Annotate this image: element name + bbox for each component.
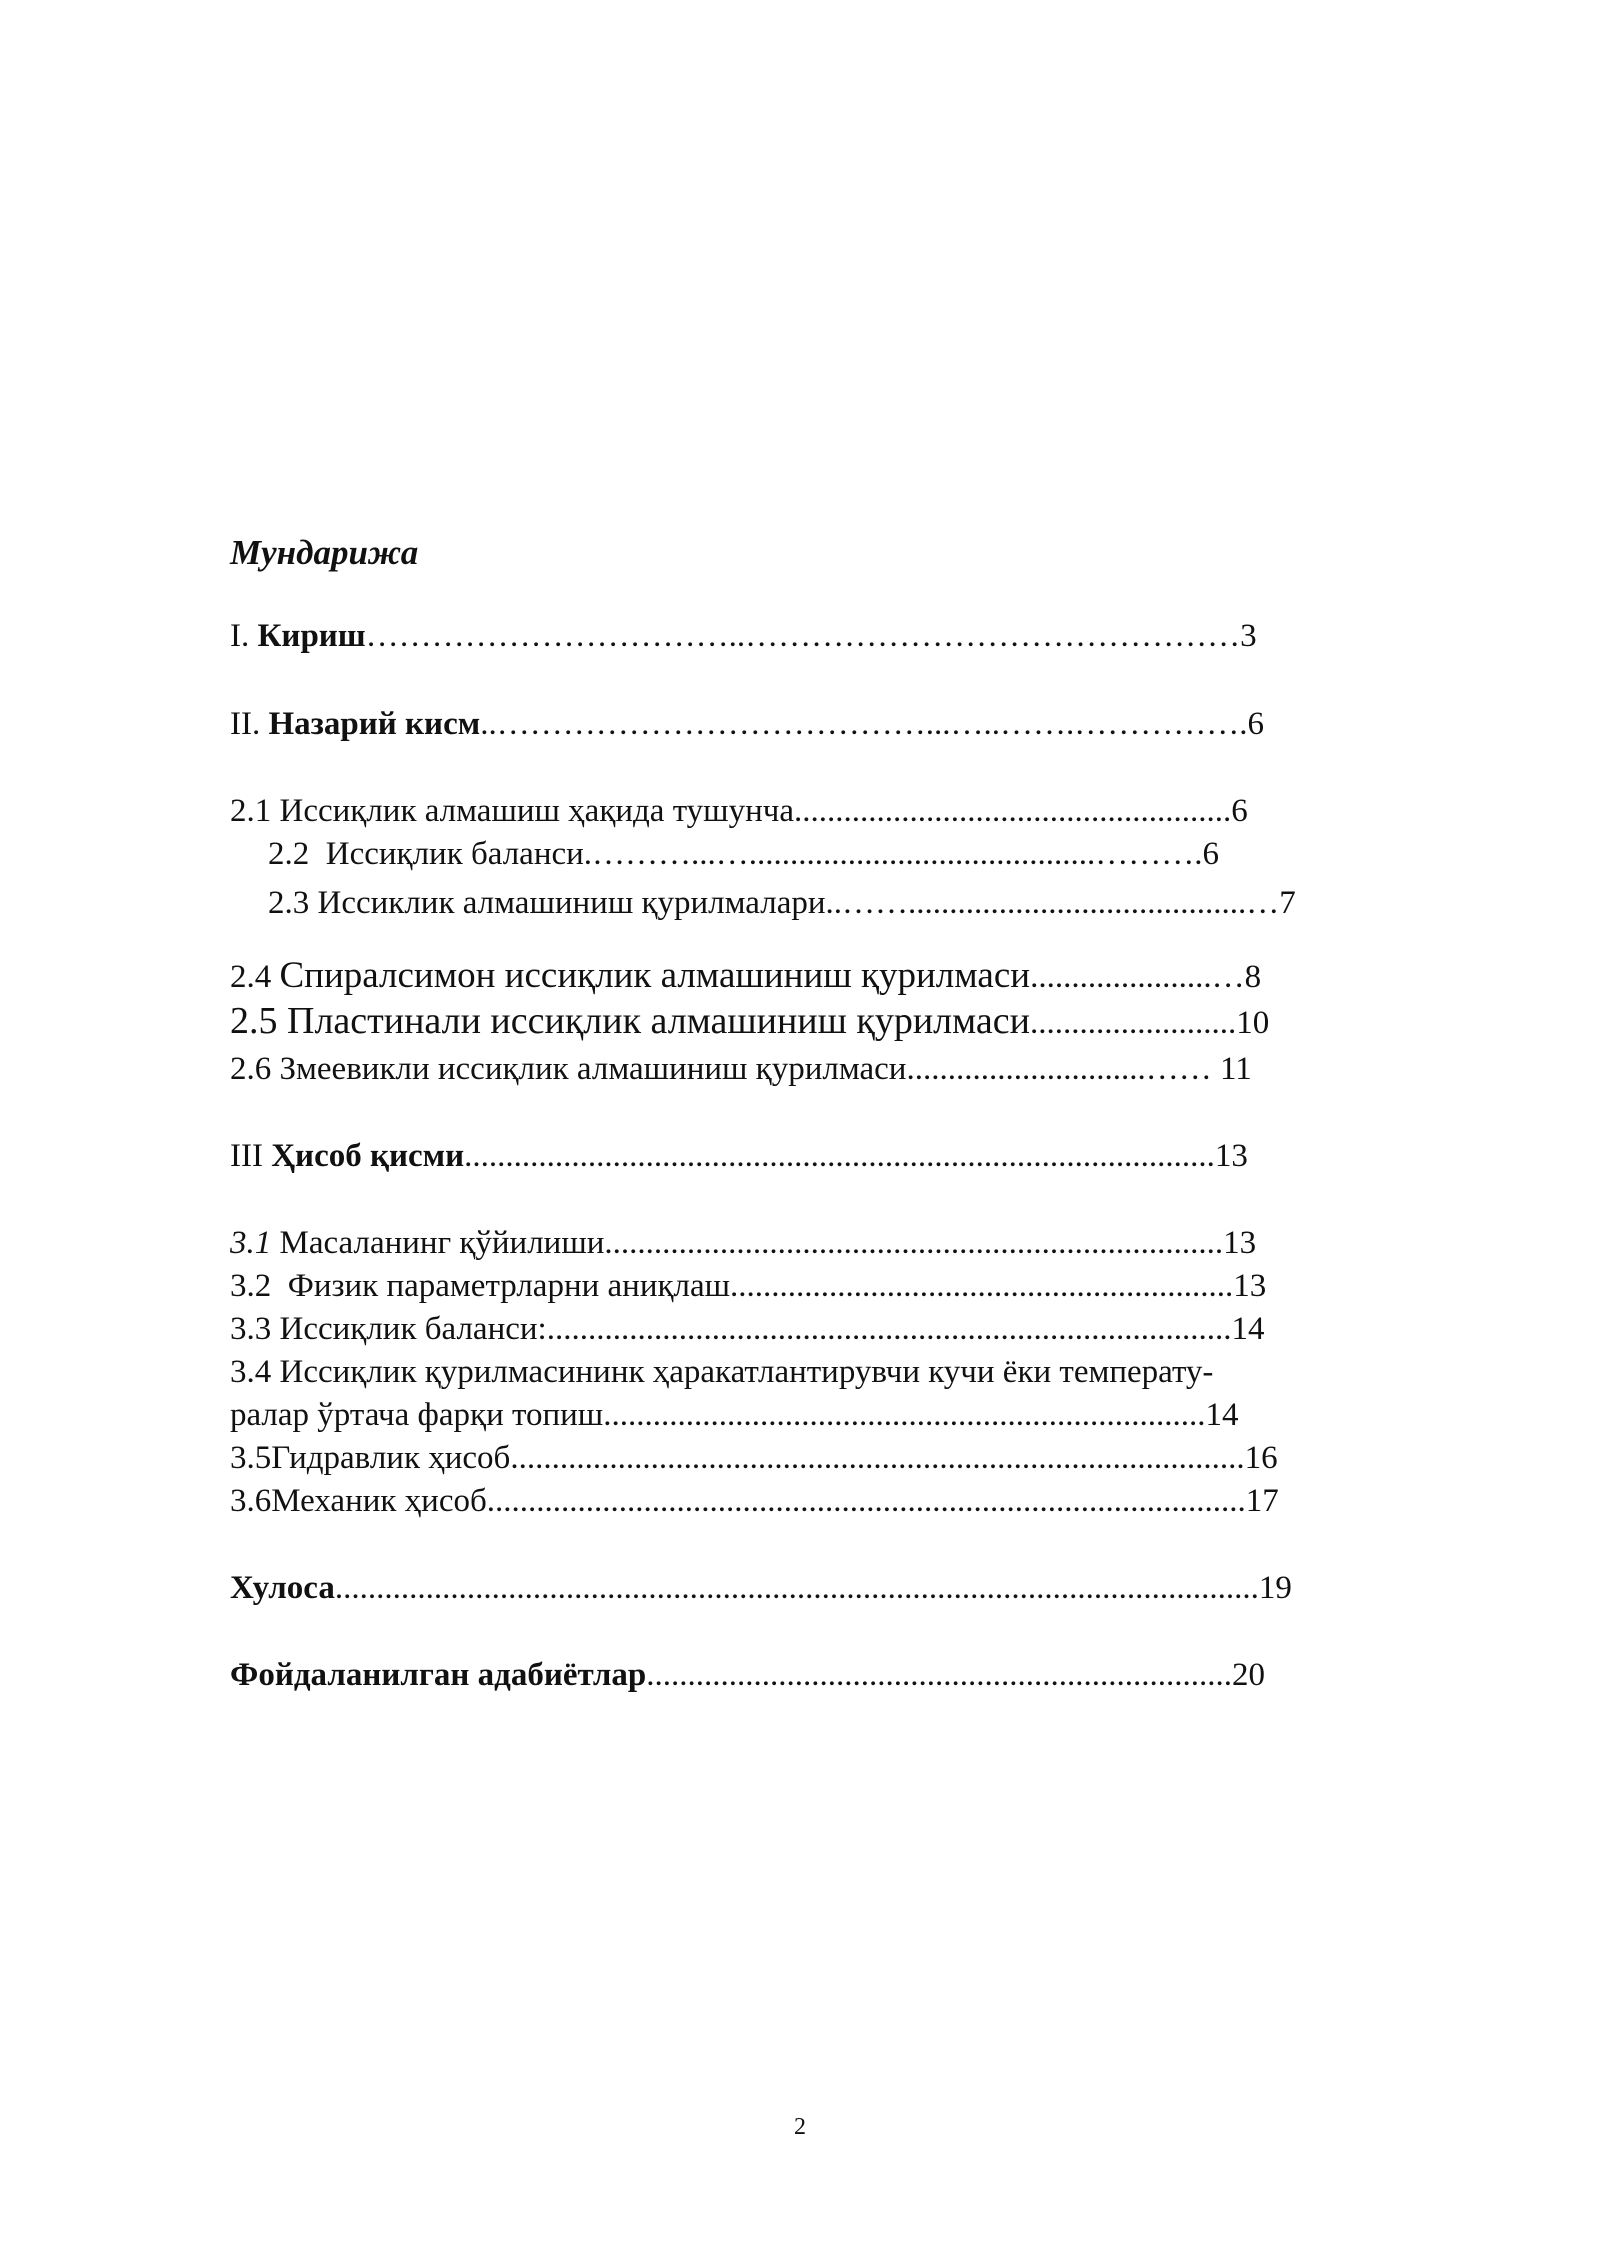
toc-entry-number: 2.3 — [268, 885, 318, 921]
toc-entry-number: I. — [230, 618, 258, 654]
toc-entry-number: 3.5 — [230, 1440, 272, 1476]
toc-entry-number: III — [230, 1138, 272, 1174]
toc-entry-page: 13 — [1223, 1225, 1257, 1261]
toc-entry-number: 2.1 — [230, 793, 280, 829]
toc-title: Мундарижа — [230, 533, 419, 572]
toc-entry-page: 8 — [1244, 959, 1262, 995]
toc-entry-page: 14 — [1205, 1397, 1239, 1433]
toc-entry-3-3[interactable] — [230, 1313, 1264, 1346]
page-number: 2 — [794, 2114, 806, 2140]
toc-entry-3-2[interactable] — [230, 1270, 1266, 1303]
toc-entry-number: 3.1 — [230, 1225, 272, 1261]
toc-entry-leader: ..…….........................................… — [825, 885, 1280, 921]
toc-entry-text: Иссиклик алмашиниш қурилмалари — [317, 885, 826, 921]
toc-entry-leader: ........................................................................................... — [464, 1138, 1215, 1174]
toc-entry-2-2[interactable] — [268, 838, 1219, 871]
toc-entry-leader: ......................... — [1030, 1005, 1237, 1041]
toc-entry-number: 3.4 — [230, 1354, 280, 1390]
toc-entry-number: 3.6 — [230, 1483, 272, 1519]
toc-entry-number: II. — [230, 706, 269, 742]
toc-entry-number: 3.3 — [230, 1311, 280, 1347]
toc-entry-text: Иссиқлик алмашиш ҳақида тушунча — [279, 793, 794, 829]
toc-entry-page: 20 — [1232, 1657, 1266, 1693]
toc-entry-page: 6 — [1231, 793, 1248, 829]
toc-entry-leader: ..…………………………………...…..…….……………. — [480, 706, 1248, 742]
toc-entry-text: Механик ҳисоб — [271, 1483, 487, 1519]
toc-entry-text: Ҳисоб қисми — [271, 1138, 465, 1174]
toc-entry-page: 11 — [1219, 1051, 1252, 1087]
toc-entry-2-1[interactable] — [230, 795, 1248, 828]
toc-entry-leader: ..................................................... — [794, 793, 1232, 829]
toc-entry-number: 2.2 — [268, 836, 326, 872]
toc-entry-number: 2.6 — [230, 1051, 280, 1087]
toc-entry-number: 2.5 — [230, 1000, 287, 1042]
toc-entry-1[interactable] — [230, 620, 1257, 653]
toc-entry-page: 19 — [1258, 1570, 1292, 1606]
toc-entry-references[interactable] — [230, 1659, 1265, 1692]
toc-entry-text: Пластинали иссиқлик алмашиниш қурилмаси — [287, 1000, 1031, 1042]
toc-entry-text: Физик параметрларни аниқлаш — [287, 1268, 731, 1304]
toc-entry-text: Кириш — [257, 618, 366, 654]
toc-entry-text: Гидравлик ҳисоб — [271, 1440, 511, 1476]
toc-entry-text: Хулоса — [230, 1570, 335, 1606]
toc-entry-leader: ....................................................................... — [646, 1657, 1233, 1693]
toc-entry-leader: ……………………………..……………………………………… — [365, 618, 1241, 654]
toc-entry-2-3[interactable] — [268, 887, 1296, 920]
toc-entry-2-5[interactable] — [230, 1002, 1269, 1040]
toc-entry-text: Спиралсимон иссиқлик алмашиниш қурилмаси — [279, 955, 1031, 996]
toc-entry-2[interactable] — [230, 708, 1264, 741]
toc-entry-text: Назарий кисм — [268, 706, 481, 742]
toc-entry-page: 7 — [1279, 885, 1296, 921]
toc-entry-page: 6 — [1202, 836, 1220, 872]
toc-entry-leader: .………...…..........................................………. — [583, 836, 1203, 872]
toc-entry-2-4[interactable] — [230, 957, 1261, 994]
toc-entry-page: 17 — [1245, 1483, 1279, 1519]
toc-entry-leader: .............................…… — [906, 1051, 1220, 1087]
toc-entry-page: 10 — [1236, 1005, 1270, 1041]
toc-entry-number: 2.4 — [230, 959, 280, 995]
toc-entry-text: Иссиқлик қурилмасининк ҳаракатлантирувчи кучи ёки температу- — [279, 1354, 1214, 1390]
toc-entry-leader: ......................................................................... — [603, 1397, 1206, 1433]
toc-entry-number: 3.2 — [230, 1268, 288, 1304]
toc-entry-conclusion[interactable] — [230, 1572, 1292, 1605]
toc-entry-page: 6 — [1247, 706, 1264, 742]
toc-entry-2-6[interactable] — [230, 1053, 1252, 1086]
toc-entry-leader: ......................................................................................... — [510, 1440, 1245, 1476]
toc-entry-text: Масаланинг қўйилиши — [271, 1225, 605, 1261]
toc-entry-text: Змеевикли иссиқлик алмашиниш қурилмаси — [279, 1051, 907, 1087]
toc-entry-text: Фойдаланилган адабиётлар — [230, 1657, 647, 1693]
toc-entry-text: ралар ўртача фарқи топиш — [230, 1397, 604, 1433]
toc-entry-leader: ............................................................................................ — [486, 1483, 1246, 1519]
toc-entry-3-1[interactable] — [230, 1227, 1256, 1260]
toc-entry-leader: ................................................................................... — [546, 1311, 1232, 1347]
toc-entry-leader: ................................................................................................................ — [334, 1570, 1259, 1606]
toc-entry-page: 13 — [1214, 1138, 1248, 1174]
toc-entry-3-6[interactable] — [230, 1485, 1279, 1518]
toc-entry-leader: ........................................................................... — [604, 1225, 1224, 1261]
toc-entry-3-4-continued[interactable] — [230, 1399, 1238, 1432]
toc-entry-leader: ......................… — [1030, 959, 1245, 995]
toc-entry-page: 16 — [1244, 1440, 1278, 1476]
toc-entry-3-4[interactable] — [230, 1356, 1213, 1389]
toc-entry-text: Иссиқлик баланси: — [279, 1311, 547, 1347]
toc-entry-page: 14 — [1231, 1311, 1265, 1347]
toc-entry-page: 3 — [1240, 618, 1257, 654]
toc-entry-leader: ............................................................. — [730, 1268, 1234, 1304]
toc-entry-page: 13 — [1233, 1268, 1267, 1304]
toc-entry-3-5[interactable] — [230, 1442, 1278, 1475]
toc-entry-3[interactable] — [230, 1140, 1248, 1173]
toc-entry-text: Иссиқлик баланси — [325, 836, 584, 872]
